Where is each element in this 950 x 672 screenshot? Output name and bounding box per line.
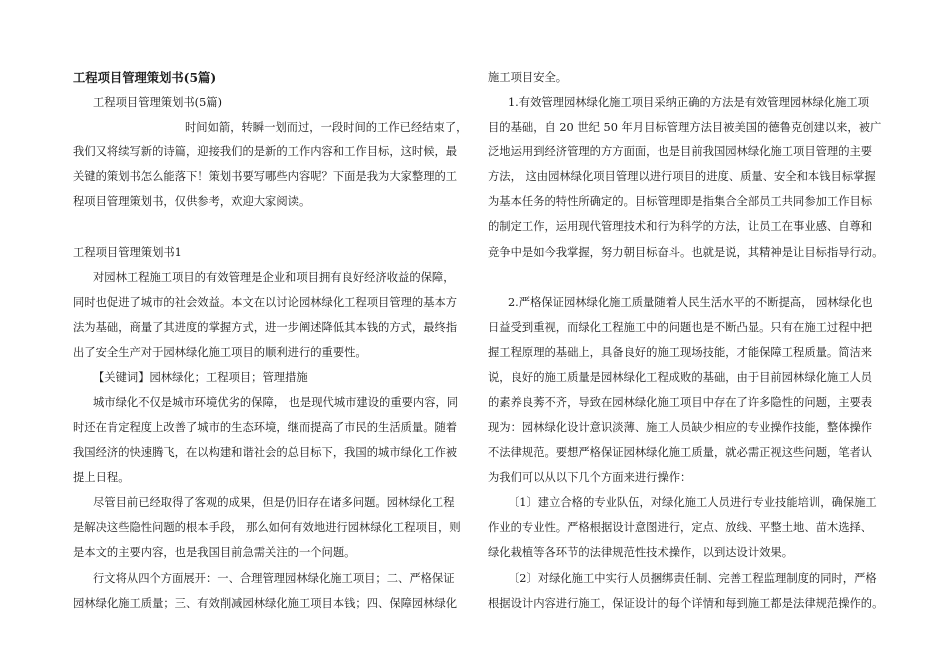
left-text-line: 提上日程。: [73, 471, 130, 484]
right-text-line: 2.严格保证园林绿化施工质量随着人民生活水平的不断提高， 园林绿化也: [508, 296, 873, 309]
right-text-line: 的素养良莠不齐，导致在园林绿化施工项目中存在了许多隐性的问题，主要表: [488, 396, 873, 409]
right-text-line: 为我们可以从以下几个方面来进行操作：: [488, 471, 692, 484]
left-text-line: 法为基础，商量了其进度的掌握方式，进一步阐述降低其本钱的方式，最终指: [73, 321, 458, 334]
right-text-line: 方法， 这由园林绿化项目管理以进行项目的进度、质量、安全和本钱目标掌握: [488, 170, 876, 183]
right-text-line: 不法律规范。要想严格保证园林绿化施工质量，就必需正视这些问题，笔者认: [488, 446, 873, 459]
right-text-line: 施工项目安全。: [488, 71, 568, 84]
right-text-line: 现为：园林绿化设计意识淡薄、施工人员缺少相应的专业操作技能，整体操作: [488, 421, 873, 434]
left-text-line: 城市绿化不仅是城市环境优劣的保障， 也是现代城市建设的重要内容，同: [93, 396, 459, 409]
right-text-line: 1.有效管理园林绿化施工项目采纳正确的方法是有效管理园林绿化施工项: [508, 96, 869, 109]
left-text-line: 工程项目管理策划书(5篇): [73, 70, 217, 85]
right-text-line: 目的基础，自 20 世纪 50 年月目标管理方法目被美国的德鲁克创建以来，被广: [488, 121, 882, 134]
left-text-line: 我国经济的快速腾飞，在以构建和谐社会的总目标下，我国的城市绿化工作被: [73, 446, 458, 459]
left-text-line: 对园林工程施工项目的有效管理是企业和项目拥有良好经济收益的保障，: [93, 271, 455, 284]
left-text-line: 时间如箭，转瞬一划而过，一段时间的工作已经结束了，: [185, 121, 468, 134]
right-text-line: 〔1〕建立合格的专业队伍，对绿化施工人员进行专业技能培训，确保施工: [508, 496, 877, 509]
left-text-line: 我们又将续写新的诗篇，迎接我们的是新的工作内容和工作目标，这时候，最: [73, 145, 458, 158]
right-text-line: 〔2〕对绿化施工中实行人员捆绑责任制、完善工程监理制度的同时，严格: [508, 572, 877, 585]
left-text-line: 关键的策划书怎么能落下！策划书要写哪些内容呢？下面是我为大家整理的工: [73, 170, 458, 183]
left-text-line: 【关键词】园林绿化；工程项目；管理措施: [93, 371, 308, 384]
left-text-line: 工程项目管理策划书(5篇): [93, 96, 222, 109]
left-text-line: 行文将从四个方面展开：一、合理管理园林绿化施工项目；二、严格保证: [93, 572, 455, 585]
left-text-line: 出了安全生产对于园林绿化施工项目的顺利进行的重要性。: [73, 346, 367, 359]
right-text-line: 为基本任务的特性所确定的。目标管理即是指集合全部员工共同参加工作目标: [488, 195, 873, 208]
left-text-line: 尽管目前已经取得了客观的成果，但是仍旧存在诸多问题。园林绿化工程: [93, 496, 455, 509]
left-text-line: 程项目管理策划书，仅供参考，欢迎大家阅读。: [73, 195, 311, 208]
left-text-line: 园林绿化施工质量；三、有效削减园林绿化施工项目本钱；四、保障园林绿化: [73, 597, 458, 610]
right-text-line: 绿化栽植等各环节的法律规范性技术操作，以到达设计效果。: [488, 546, 794, 559]
left-text-line: 是解决这些隐性问题的根本手段， 那么如何有效地进行园林绿化工程项目，则: [73, 521, 461, 534]
right-text-line: 日益受到重视，而绿化工程施工中的问题也是不断凸显。只有在施工过程中把: [488, 321, 873, 334]
left-text-line: 同时也促进了城市的社会效益。本文在以讨论园林绿化工程项目管理的基本方: [73, 296, 458, 309]
left-text-line: 工程项目管理策划书1: [73, 246, 182, 259]
right-text-line: 根据设计内容进行施工，保证设计的每个详情和每到施工都是法律规范操作的。: [488, 597, 884, 610]
right-text-line: 泛地运用到经济管理的方方面面，也是目前我国园林绿化施工项目管理的主要: [488, 145, 873, 158]
right-text-line: 竞争中是如今我掌握，努力朝目标奋斗。也就是说，其精神是让目标指导行动。: [488, 246, 884, 259]
right-text-line: 的制定工作，运用现代管理技术和行为科学的方法，让员工在事业感、自尊和: [488, 220, 873, 233]
right-text-line: 握工程原理的基础上，具备良好的施工现场技能，才能保障工程质量。简洁来: [488, 346, 873, 359]
right-text-line: 说，良好的施工质量是园林绿化工程成败的基础，由于目前园林绿化施工人员: [488, 371, 873, 384]
left-text-line: 是本文的主要内容，也是我国目前急需关注的一个问题。: [73, 546, 356, 559]
right-text-line: 作业的专业性。严格根据设计意图进行，定点、放线、平整土地、苗木选择、: [488, 521, 873, 534]
left-text-line: 时还在肯定程度上改善了城市的生态环境，继而提高了市民的生活质量。随着: [73, 421, 458, 434]
